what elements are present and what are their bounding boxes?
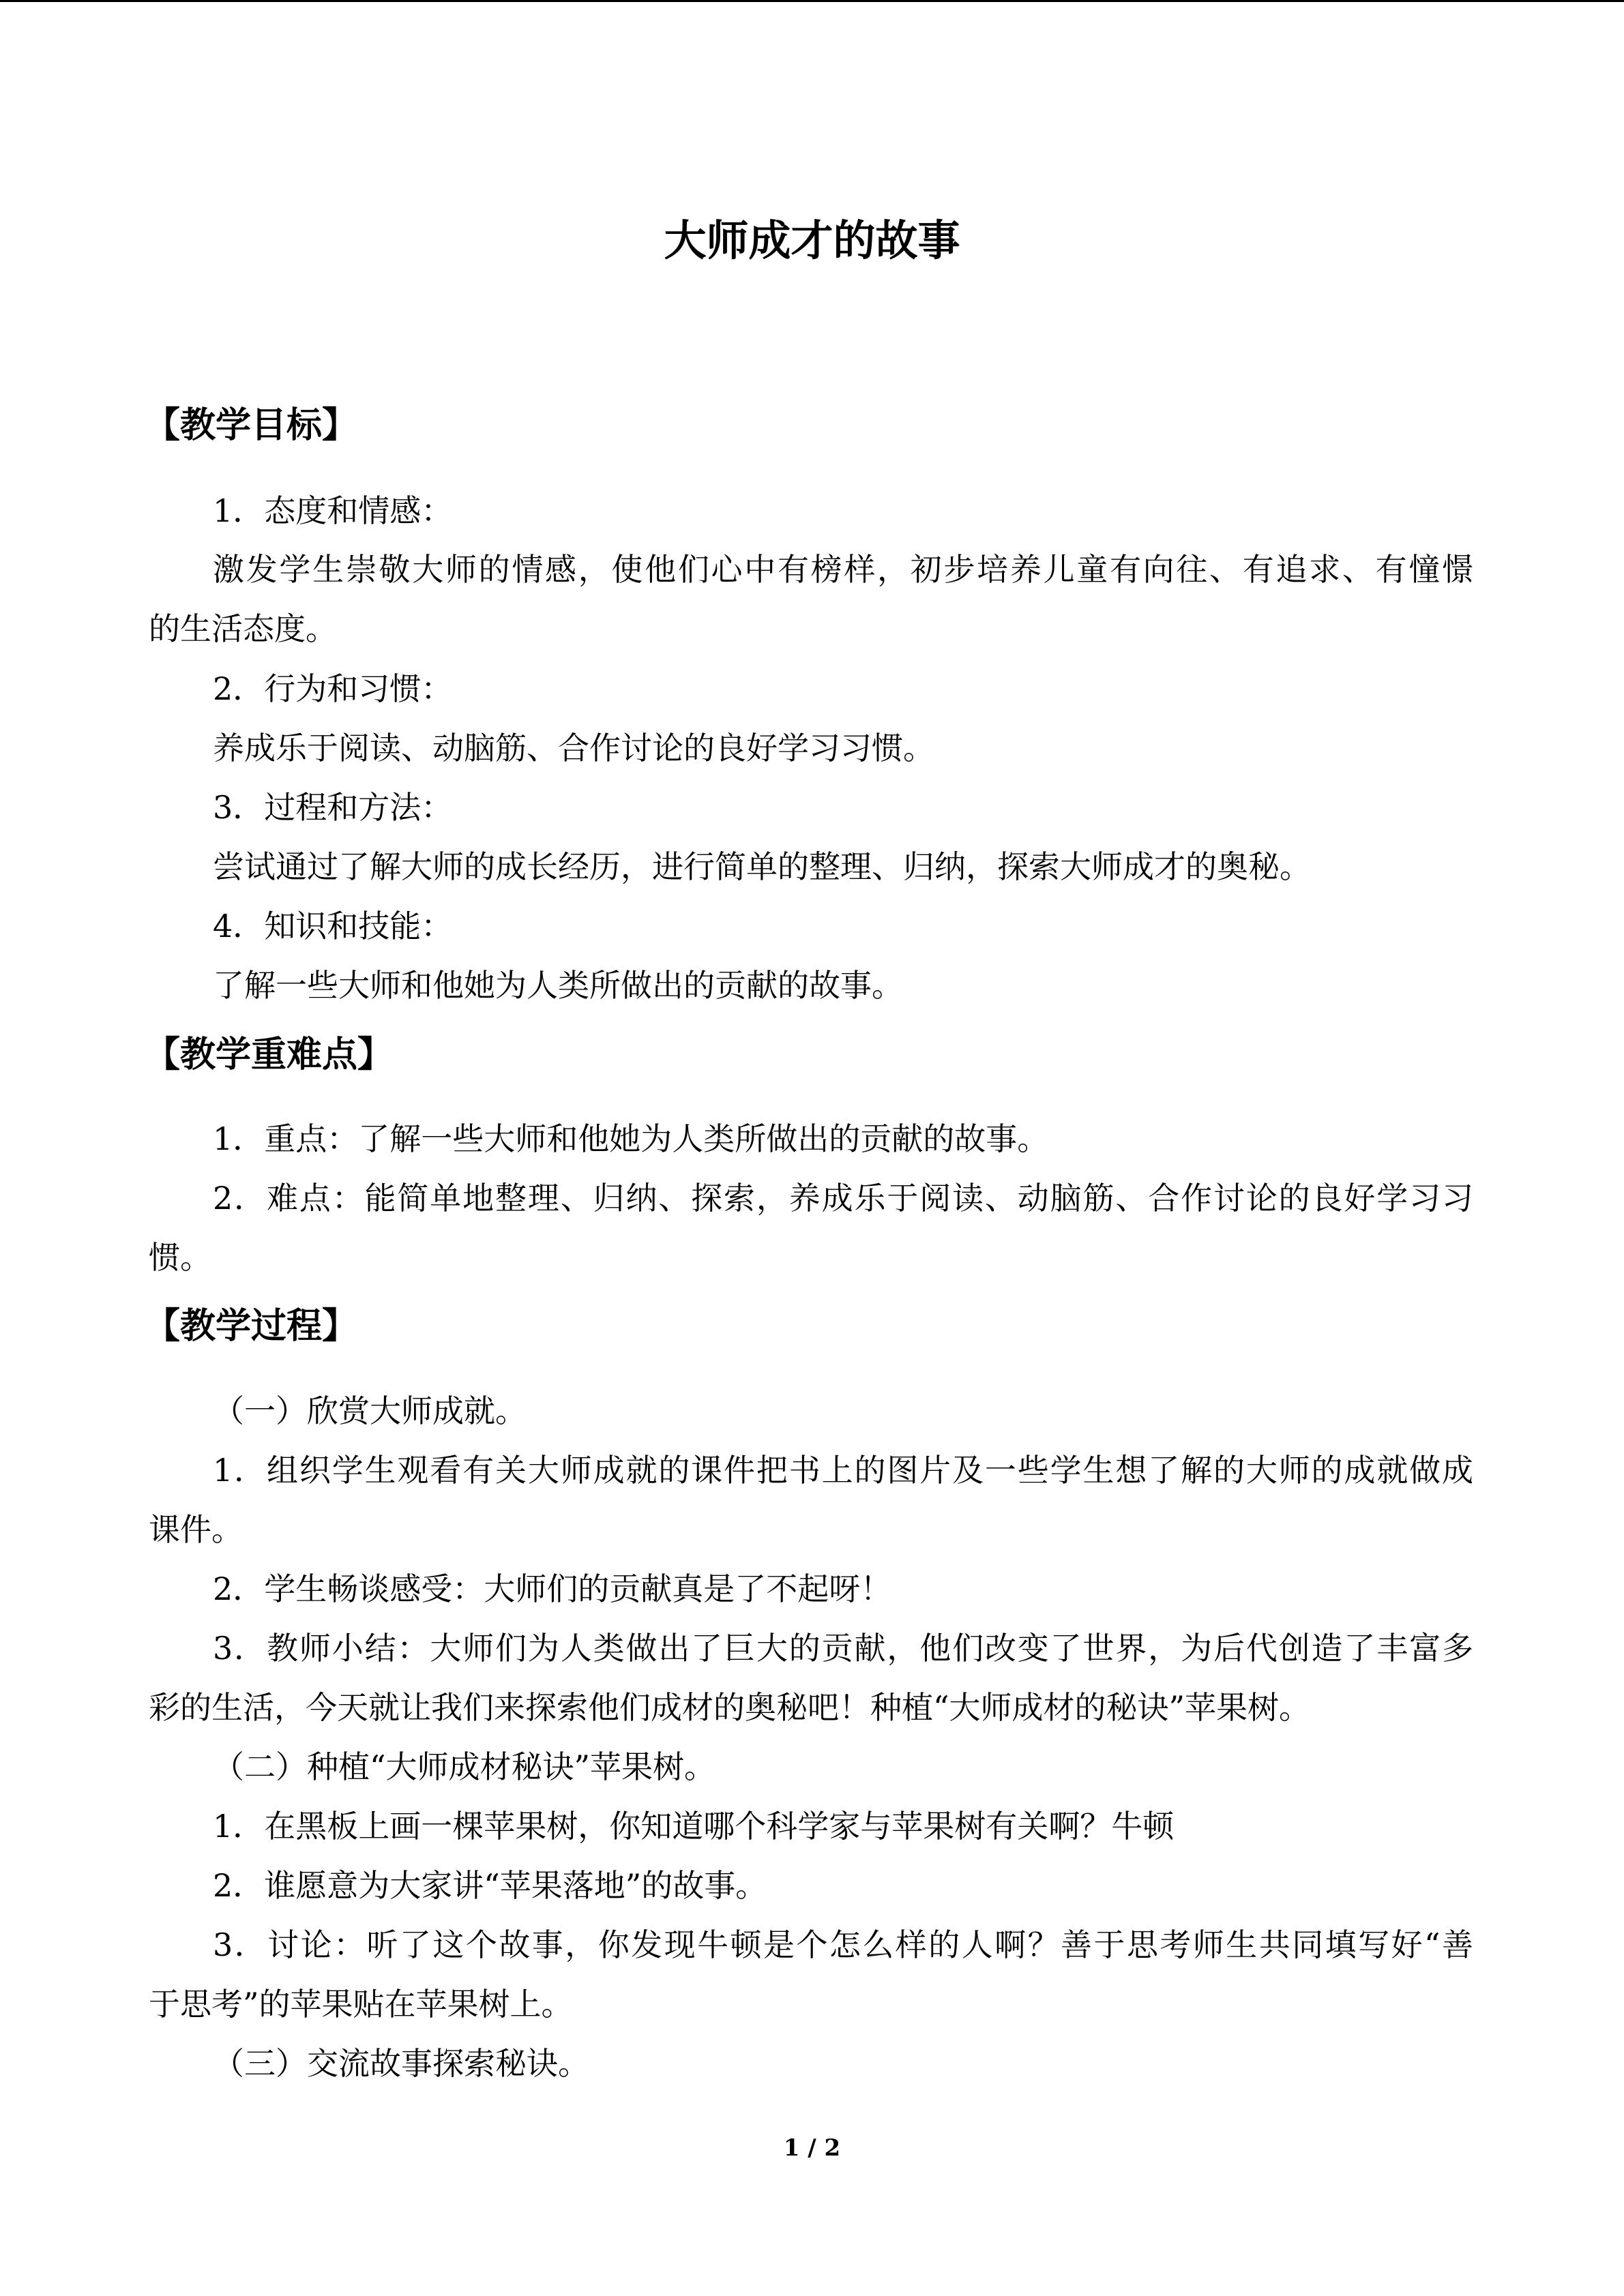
paragraph: （一）欣赏大师成就。 <box>213 1392 527 1429</box>
paragraph: 3．教师小结：大师们为人类做出了巨大的贡献，他们改变了世界，为后代创造了丰富多 <box>213 1630 1473 1667</box>
paragraph: 4．知识和技能： <box>213 908 453 944</box>
paragraph: 2．学生畅谈感受：大师们的贡献真是了不起呀！ <box>213 1570 892 1607</box>
section-heading-objectives: 【教学目标】 <box>145 405 358 446</box>
paragraph: 3．讨论：听了这个故事，你发现牛顿是个怎么样的人啊？善于思考师生共同填写好“善 <box>213 1926 1473 1963</box>
paragraph: 于思考”的苹果贴在苹果树上。 <box>149 1986 573 2023</box>
paragraph: 3．过程和方法： <box>213 789 453 826</box>
paragraph: 的生活态度。 <box>149 610 337 647</box>
paragraph: （二）种植“大师成材秘诀”苹果树。 <box>213 1748 716 1785</box>
paragraph: 1．组织学生观看有关大师成就的课件把书上的图片及一些学生想了解的大师的成就做成 <box>213 1452 1473 1489</box>
paragraph: 2．难点：能简单地整理、归纳、探索，养成乐于阅读、动脑筋、合作讨论的良好学习习 <box>213 1180 1473 1217</box>
paragraph: （三）交流故事探索秘诀。 <box>213 2045 589 2082</box>
paragraph: 彩的生活，今天就让我们来探索他们成材的奥秘吧！种植“大师成材的秘诀”苹果树。 <box>149 1689 1311 1726</box>
section-heading-process: 【教学过程】 <box>145 1306 358 1347</box>
paragraph: 激发学生崇敬大师的情感，使他们心中有榜样，初步培养儿童有向往、有追求、有憧憬 <box>213 551 1473 588</box>
document-title: 大师成才的故事 <box>664 215 960 265</box>
paragraph: 尝试通过了解大师的成长经历，进行简单的整理、归纳，探索大师成才的奥秘。 <box>213 848 1311 885</box>
paragraph: 1．态度和情感： <box>213 492 453 529</box>
paragraph: 课件。 <box>149 1511 243 1548</box>
paragraph: 2．行为和习惯： <box>213 670 453 707</box>
paragraph: 养成乐于阅读、动脑筋、合作讨论的良好学习习惯。 <box>213 730 934 766</box>
paragraph: 1．重点：了解一些大师和他她为人类所做出的贡献的故事。 <box>213 1120 1049 1157</box>
paragraph: 了解一些大师和他她为人类所做出的贡献的故事。 <box>213 967 903 1004</box>
paragraph: 惯。 <box>149 1239 211 1276</box>
paragraph: 1．在黑板上画一棵苹果树，你知道哪个科学家与苹果树有关啊？牛顿 <box>213 1808 1175 1845</box>
paragraph: 2．谁愿意为大家讲“苹果落地”的故事。 <box>213 1867 767 1904</box>
page-number: 1 / 2 <box>783 2134 841 2162</box>
section-heading-key-points: 【教学重难点】 <box>145 1034 394 1075</box>
